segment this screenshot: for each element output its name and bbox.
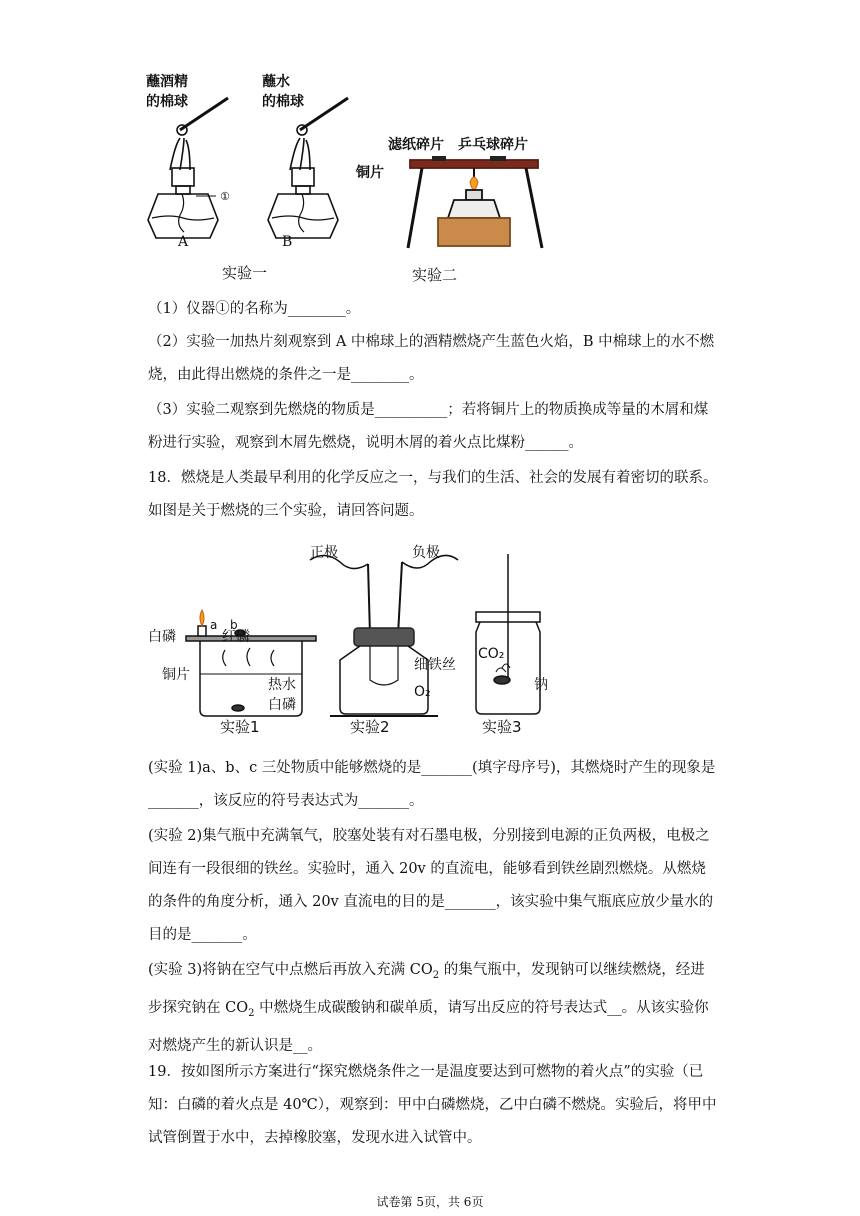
gas-jar-sodium <box>476 554 540 714</box>
label-instrument: ① <box>220 190 230 203</box>
label-white-phosphorus-bottom: 白磷 <box>268 697 296 713</box>
caption-experiment-one: 实验一 <box>222 264 268 282</box>
caption-exp1: 实验1 <box>220 718 260 736</box>
label-o2: O₂ <box>414 684 431 700</box>
question-18-exp2: (实验 2)集气瓶中充满氧气，胶塞处装有对石墨电极，分别接到电源的正负两极，电极之间连有一段很细的铁丝。实验时，通入 20v 的直流电，能够看到铁丝剧烈燃烧。从燃烧的条件的角度分析，通入 20v 直流电的目的是_______，该实验中集气瓶底应放少量水的目的是_______。 <box>148 828 714 943</box>
label-a-small: a <box>210 618 218 632</box>
alcohol-lamp-b <box>268 98 348 238</box>
label-positive: 正极 <box>310 545 338 561</box>
caption-exp2: 实验2 <box>350 718 390 736</box>
question-18-exp1: (实验 1)a、b、c 三处物质中能够燃烧的是_______(填字母序号)，其燃烧时产生的现象是_______，该反应的符号表达式为_______。 <box>148 760 716 809</box>
label-co2: CO₂ <box>478 646 505 662</box>
apparatus-drawing-q18 <box>140 540 580 730</box>
label-red-phosphorus: 红磷 <box>222 629 250 645</box>
label-copper: 铜片 <box>162 667 190 683</box>
question-18-stem: 18．燃烧是人类最早利用的化学反应之一，与我们的生活、社会的发展有着密切的联系。如图是关于燃烧的三个实验，请回答问题。 <box>148 470 718 519</box>
label-white-phosphorus-top: 白磷 <box>148 629 176 645</box>
beaker-copper-plate <box>186 610 316 716</box>
page-footer: 试卷第 5页，共 6页 <box>376 1195 484 1209</box>
label-a: A <box>178 234 189 250</box>
caption-exp3: 实验3 <box>482 718 522 736</box>
label-alcohol-cotton: 蘸酒精 的棉球 <box>146 74 188 110</box>
label-b: B <box>282 234 293 250</box>
question-19: 19．按如图所示方案进行“探究燃烧条件之一是温度要达到可燃物的着火点”的实验（已知：白磷的着火点是 40℃），观察到：甲中白磷燃烧，乙中白磷不燃烧。实验后，将甲中试管倒置于水中，去掉橡胶塞，发现水进入试管中。 <box>148 1064 717 1146</box>
label-b-small: b <box>230 618 238 632</box>
question-18-exp3: (实验 3)将钠在空气中点燃后再放入充满 $CO_2$ 的集气瓶中，发现钠可以继续燃烧，经进步探究钠在 $CO_2$ 中燃烧生成碳酸钠和碳单质，请写出反应的符号表达式__。从该实验你对燃烧产生的新认识是__。 <box>148 962 709 1054</box>
label-hot-water: 热水 <box>268 677 296 693</box>
label-sodium: 钠 <box>534 677 548 693</box>
label-iron-wire: 细铁丝 <box>414 657 456 673</box>
label-copper-sheet: 铜片 <box>356 165 384 181</box>
alcohol-lamp-a <box>148 98 228 238</box>
question-17-part-3: （3）实验二观察到先燃烧的物质是__________；若将铜片上的物质换成等量的木屑和煤粉进行实验，观察到木屑先燃烧，说明木屑的着火点比煤粉______。 <box>148 402 709 451</box>
question-17-part-2: （2）实验一加热片刻观察到 A 中棉球上的酒精燃烧产生蓝色火焰，B 中棉球上的水不燃烧，由此得出燃烧的条件之一是________。 <box>148 334 715 383</box>
label-filter-paper: 滤纸碎片 <box>388 137 444 153</box>
question-17-part-1: （1）仪器①的名称为________。 <box>148 301 361 317</box>
label-water-cotton: 蘸水 的棉球 <box>262 74 304 110</box>
caption-experiment-two: 实验二 <box>412 266 458 284</box>
tripod-copper-sheet <box>408 156 542 248</box>
label-negative: 负极 <box>412 545 440 561</box>
label-pingpong: 乒乓球碎片 <box>458 137 528 153</box>
apparatus-drawing <box>140 90 560 270</box>
gas-jar-electrodes <box>310 555 458 716</box>
